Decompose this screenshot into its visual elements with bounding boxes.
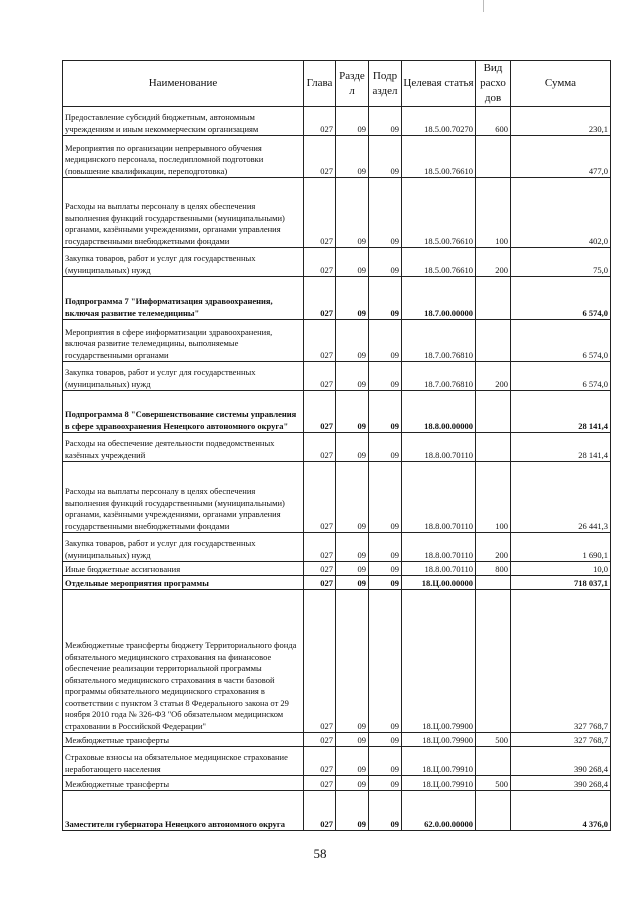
- cell-section: 09: [336, 733, 369, 747]
- table-row: [63, 590, 611, 733]
- cell-chapter: 027: [304, 136, 336, 178]
- cell-target: 18.5.00.76610: [402, 248, 476, 277]
- cell-kind: [476, 320, 511, 362]
- cell-kind: [476, 277, 511, 320]
- cell-chapter: 027: [304, 107, 336, 136]
- cell-chapter: 027: [304, 562, 336, 576]
- cell-name: Иные бюджетные ассигнования: [63, 562, 304, 576]
- cell-sum: 28 141,4: [511, 433, 611, 462]
- cell-chapter: 027: [304, 533, 336, 562]
- cell-subsection: 09: [369, 776, 402, 791]
- cell-section: 09: [336, 178, 369, 248]
- cell-section: 09: [336, 776, 369, 791]
- cell-target: 18.Ц.00.79900: [402, 590, 476, 733]
- table-header-row: [63, 61, 611, 107]
- cell-sum: 10,0: [511, 562, 611, 576]
- table-row: [63, 107, 611, 136]
- table-row: [63, 248, 611, 277]
- table-row: [63, 533, 611, 562]
- cell-chapter: 027: [304, 391, 336, 433]
- cell-subsection: 09: [369, 277, 402, 320]
- cell-name: Подпрограмма 7 "Информатизация здравоохранения, включая развитие телемедицины": [63, 277, 304, 320]
- header-sum: Сумма: [511, 61, 611, 107]
- cell-target: 18.7.00.76810: [402, 320, 476, 362]
- cell-sum: 718 037,1: [511, 576, 611, 590]
- cell-subsection: 09: [369, 462, 402, 533]
- cell-sum: 477,0: [511, 136, 611, 178]
- cell-name: Расходы на выплаты персоналу в целях обеспечения выполнения функций государственными (муниципальными) органами, казёнными учреждениями, органами управления государственными внебюджетными фондами: [63, 462, 304, 533]
- table-row: [63, 277, 611, 320]
- cell-sum: 327 768,7: [511, 733, 611, 747]
- cell-target: 62.0.00.00000: [402, 791, 476, 831]
- cell-section: 09: [336, 362, 369, 391]
- table-row: [63, 576, 611, 590]
- cell-sum: 28 141,4: [511, 391, 611, 433]
- cell-sum: 75,0: [511, 248, 611, 277]
- cell-subsection: 09: [369, 747, 402, 776]
- cell-sum: 1 690,1: [511, 533, 611, 562]
- cell-target: 18.Ц.00.79910: [402, 747, 476, 776]
- cell-kind: 200: [476, 248, 511, 277]
- table-row: [63, 362, 611, 391]
- table-row: [63, 791, 611, 831]
- cell-name: Расходы на обеспечение деятельности подведомственных казённых учреждений: [63, 433, 304, 462]
- cell-section: 09: [336, 791, 369, 831]
- header-subsection: Подр аздел: [369, 61, 402, 107]
- table-row: [63, 562, 611, 576]
- cell-name: Мероприятия в сфере информатизации здравоохранения, включая развитие телемедицины, выполняемые государственными органами: [63, 320, 304, 362]
- cell-subsection: 09: [369, 248, 402, 277]
- cell-subsection: 09: [369, 562, 402, 576]
- cell-sum: 6 574,0: [511, 277, 611, 320]
- cell-subsection: 09: [369, 178, 402, 248]
- cell-kind: 500: [476, 776, 511, 791]
- cell-sum: 230,1: [511, 107, 611, 136]
- cell-name: Межбюджетные трансферты: [63, 776, 304, 791]
- cell-target: 18.7.00.00000: [402, 277, 476, 320]
- cell-target: 18.7.00.76810: [402, 362, 476, 391]
- cell-target: 18.5.00.70270: [402, 107, 476, 136]
- cell-kind: [476, 747, 511, 776]
- cell-target: 18.8.00.70110: [402, 533, 476, 562]
- cell-sum: 6 574,0: [511, 362, 611, 391]
- cell-kind: [476, 590, 511, 733]
- header-section: Разде л: [336, 61, 369, 107]
- header-chapter: Глава: [304, 61, 336, 107]
- cell-name: Заместители губернатора Ненецкого автономного округа: [63, 791, 304, 831]
- cell-target: 18.Ц.00.79910: [402, 776, 476, 791]
- cell-name: Отдельные мероприятия программы: [63, 576, 304, 590]
- cell-subsection: 09: [369, 533, 402, 562]
- page-edge-mark: [483, 0, 484, 12]
- cell-target: 18.8.00.70110: [402, 462, 476, 533]
- cell-subsection: 09: [369, 791, 402, 831]
- table-row: [63, 391, 611, 433]
- cell-section: 09: [336, 576, 369, 590]
- cell-section: 09: [336, 747, 369, 776]
- header-name: Наименование: [63, 61, 304, 107]
- cell-name: Страховые взносы на обязательное медицинское страхование неработающего населения: [63, 747, 304, 776]
- cell-name: Мероприятия по организации непрерывного обучения медицинского персонала, последипломной подготовки (повышение квалификации, переподготовка): [63, 136, 304, 178]
- cell-kind: 500: [476, 733, 511, 747]
- cell-section: 09: [336, 391, 369, 433]
- cell-sum: 4 376,0: [511, 791, 611, 831]
- cell-chapter: 027: [304, 791, 336, 831]
- cell-subsection: 09: [369, 576, 402, 590]
- budget-table: [62, 60, 611, 831]
- cell-kind: [476, 391, 511, 433]
- cell-subsection: 09: [369, 391, 402, 433]
- cell-sum: 26 441,3: [511, 462, 611, 533]
- cell-name: Предоставление субсидий бюджетным, автономным учреждениям и иным некоммерческим организациям: [63, 107, 304, 136]
- cell-section: 09: [336, 136, 369, 178]
- table-row: [63, 462, 611, 533]
- cell-kind: [476, 576, 511, 590]
- cell-kind: [476, 791, 511, 831]
- cell-section: 09: [336, 248, 369, 277]
- cell-subsection: 09: [369, 107, 402, 136]
- cell-chapter: 027: [304, 277, 336, 320]
- cell-kind: 100: [476, 178, 511, 248]
- cell-target: 18.5.00.76610: [402, 178, 476, 248]
- table-body: [63, 107, 611, 831]
- table-row: [63, 776, 611, 791]
- cell-chapter: 027: [304, 576, 336, 590]
- cell-section: 09: [336, 533, 369, 562]
- cell-name: Закупка товаров, работ и услуг для государственных (муниципальных) нужд: [63, 362, 304, 391]
- cell-chapter: 027: [304, 178, 336, 248]
- cell-chapter: 027: [304, 433, 336, 462]
- cell-chapter: 027: [304, 590, 336, 733]
- cell-kind: 100: [476, 462, 511, 533]
- cell-section: 09: [336, 462, 369, 533]
- table-row: [63, 747, 611, 776]
- cell-chapter: 027: [304, 248, 336, 277]
- cell-chapter: 027: [304, 320, 336, 362]
- cell-subsection: 09: [369, 136, 402, 178]
- cell-kind: 200: [476, 362, 511, 391]
- cell-chapter: 027: [304, 776, 336, 791]
- cell-chapter: 027: [304, 462, 336, 533]
- cell-target: 18.Ц.00.79900: [402, 733, 476, 747]
- cell-target: 18.8.00.70110: [402, 562, 476, 576]
- table-row: [63, 320, 611, 362]
- cell-name: Межбюджетные трансферты: [63, 733, 304, 747]
- cell-chapter: 027: [304, 747, 336, 776]
- cell-name: Закупка товаров, работ и услуг для государственных (муниципальных) нужд: [63, 248, 304, 277]
- cell-subsection: 09: [369, 590, 402, 733]
- cell-subsection: 09: [369, 320, 402, 362]
- cell-kind: 800: [476, 562, 511, 576]
- cell-section: 09: [336, 320, 369, 362]
- cell-section: 09: [336, 590, 369, 733]
- table-row: [63, 136, 611, 178]
- cell-chapter: 027: [304, 362, 336, 391]
- cell-name: Межбюджетные трансферты бюджету Территориального фонда обязательного медицинского страхования на финансовое обеспечение реализации территориальной программы обязательного медицинского страхования в части базовой программы обязательного медицинского страхования в соответствии с пунктом 3 статьи 8 Федерального закона от 29 ноября 2010 года № 326-ФЗ "Об обязательном медицинском страховании в Российской Федерации": [63, 590, 304, 733]
- cell-sum: 390 268,4: [511, 776, 611, 791]
- cell-kind: [476, 433, 511, 462]
- header-kind: Вид расхо дов: [476, 61, 511, 107]
- header-target: Целевая статья: [402, 61, 476, 107]
- cell-section: 09: [336, 277, 369, 320]
- cell-sum: 327 768,7: [511, 590, 611, 733]
- table-row: [63, 178, 611, 248]
- cell-section: 09: [336, 562, 369, 576]
- cell-section: 09: [336, 433, 369, 462]
- cell-kind: 200: [476, 533, 511, 562]
- table-row: [63, 733, 611, 747]
- cell-name: Подпрограмма 8 "Совершенствование системы управления в сфере здравоохранения Ненецкого автономного округа": [63, 391, 304, 433]
- cell-target: 18.8.00.00000: [402, 391, 476, 433]
- cell-target: 18.8.00.70110: [402, 433, 476, 462]
- table-row: [63, 433, 611, 462]
- page-number: 58: [313, 846, 327, 861]
- cell-sum: 402,0: [511, 178, 611, 248]
- cell-chapter: 027: [304, 733, 336, 747]
- cell-subsection: 09: [369, 433, 402, 462]
- cell-name: Закупка товаров, работ и услуг для государственных (муниципальных) нужд: [63, 533, 304, 562]
- cell-name: Расходы на выплаты персоналу в целях обеспечения выполнения функций государственными (муниципальными) органами, казёнными учреждениями, органами управления государственными внебюджетными фондами: [63, 178, 304, 248]
- cell-subsection: 09: [369, 362, 402, 391]
- cell-sum: 6 574,0: [511, 320, 611, 362]
- cell-section: 09: [336, 107, 369, 136]
- cell-target: 18.5.00.76610: [402, 136, 476, 178]
- cell-kind: [476, 136, 511, 178]
- cell-kind: 600: [476, 107, 511, 136]
- cell-subsection: 09: [369, 733, 402, 747]
- cell-sum: 390 268,4: [511, 747, 611, 776]
- cell-target: 18.Ц.00.00000: [402, 576, 476, 590]
